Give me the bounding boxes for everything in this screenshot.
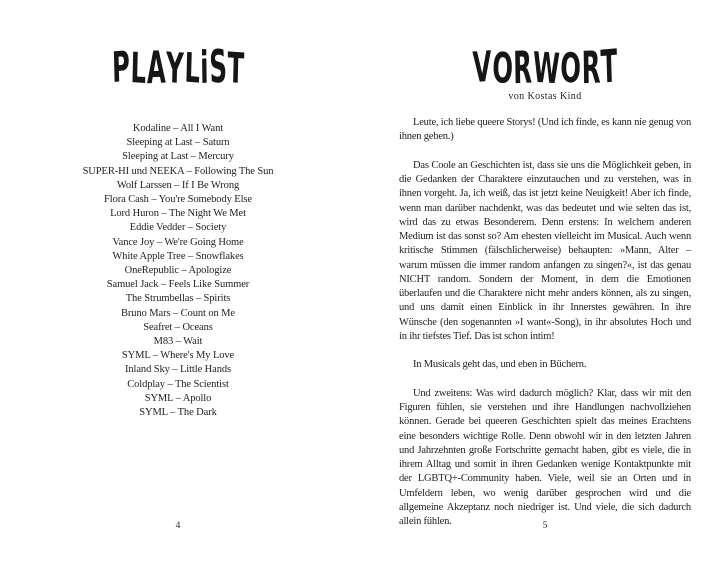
playlist-entry: The Strumbellas – Spirits bbox=[125, 293, 231, 305]
playlist-entry: SYML – Apollo bbox=[144, 392, 212, 404]
playlist-entry: Wolf Larssen – If I Be Wrong bbox=[116, 179, 240, 191]
playlist-entry: SYML – The Dark bbox=[139, 407, 217, 419]
foreword-title-text: VORWORT bbox=[471, 39, 619, 94]
foreword-body bbox=[399, 116, 691, 529]
playlist-entry: SYML – Where's My Love bbox=[121, 350, 235, 362]
foreword-paragraph: Leute, ich liebe queere Storys! (Und ich finde, es kann nie genug von ihnen geben.) bbox=[399, 117, 691, 143]
playlist-entry: Sleeping at Last – Mercury bbox=[122, 151, 234, 163]
playlist-entry: M83 – Wait bbox=[153, 336, 203, 348]
playlist-entry: Eddie Vedder – Society bbox=[129, 222, 227, 234]
foreword-paragraph: In Musicals geht das, und eben in Büchern. bbox=[413, 359, 587, 371]
playlist-entry: Samuel Jack – Feels Like Summer bbox=[106, 279, 250, 291]
foreword-byline: von Kostas Kind bbox=[508, 91, 582, 102]
playlist-entry: SUPER-HI und NEEKA – Following The Sun bbox=[82, 165, 274, 177]
playlist-entry: Bruno Mars – Count on Me bbox=[121, 307, 235, 319]
right-page bbox=[399, 0, 691, 574]
playlist bbox=[0, 122, 356, 420]
left-page bbox=[0, 0, 356, 574]
page-number-right: 5 bbox=[542, 521, 548, 531]
foreword-paragraph: Und zweitens: Was wird dadurch möglich? Klar, dass wir mit den Figuren fühlen, sie verstehen und ihre Handlungen nachvollziehen können. Gerade bei queeren Geschichten spielt das meines Erachtens eine besonders wichtige Rolle. Denn obwohl wir in den letzten Jahren und Jahrzehnten große Fortschritte gemacht haben, gibt es viele, die in ihrem Alltag und somit in ihren Gedanken wenige Kontaktpunkte mit der LGBTQ+-Community haben. Viele, weil sie an Orten und in Umfeldern leben, wo wenig darüber gesprochen wird und die allgemeine Akzeptanz noch niedriger ist. Und viele, die sich dadurch allein fühlen. bbox=[399, 387, 691, 527]
foreword-paragraph: Das Coole an Geschichten ist, dass sie uns die Möglichkeit geben, in die Gedanken der Charaktere einzutauchen und zu verstehen, was in ihnen vorgeht. Ja, ich weiß, das ist jetzt keine Neuigkeit! Aber ich finde, wenn man darüber nachdenkt, was das bedeutet und wie selten das ist, wird das zu etwas Besonderem. Denn erstens: In welchem anderen Medium ist das sonst so? Am ehesten vielleicht im Musical. Auch wenn kritische Stimmen (fälschlicherweise) behaupten: »Mann, Alter – warum müssen die immer random anfangen zu singen?«, ist das genau NICHT random. Sondern der Moment, in dem die Emotionen überlaufen und die Charaktere nicht mehr anders können, als zu singen, und uns damit einen Einblick in ihr Innerstes gewähren. In ihre Wünsche (den sogenannten »I want«-Song), in ihr absolutes Hoch und in ihr tiefstes Tief. Das ist schon intim! bbox=[399, 159, 691, 342]
playlist-entry: Flora Cash – You're Somebody Else bbox=[104, 194, 252, 206]
playlist-entry: OneRepublic – Apologize bbox=[124, 265, 232, 277]
playlist-entry: Sleeping at Last – Saturn bbox=[126, 137, 230, 149]
page-number-left: 4 bbox=[175, 521, 181, 531]
playlist-entry: White Apple Tree – Snowflakes bbox=[112, 250, 244, 262]
playlist-title bbox=[0, 39, 356, 94]
foreword-title bbox=[399, 39, 691, 94]
playlist-entry: Vance Joy – We're Going Home bbox=[112, 236, 244, 248]
playlist-entry: Lord Huron – The Night We Met bbox=[110, 208, 246, 220]
playlist-entry: Coldplay – The Scientist bbox=[127, 378, 229, 390]
playlist-entry: Seafret – Oceans bbox=[143, 321, 213, 333]
playlist-title-text: PLAYLiST bbox=[111, 39, 245, 94]
playlist-entry: Inland Sky – Little Hands bbox=[125, 364, 231, 376]
playlist-entry: Kodaline – All I Want bbox=[132, 123, 224, 134]
